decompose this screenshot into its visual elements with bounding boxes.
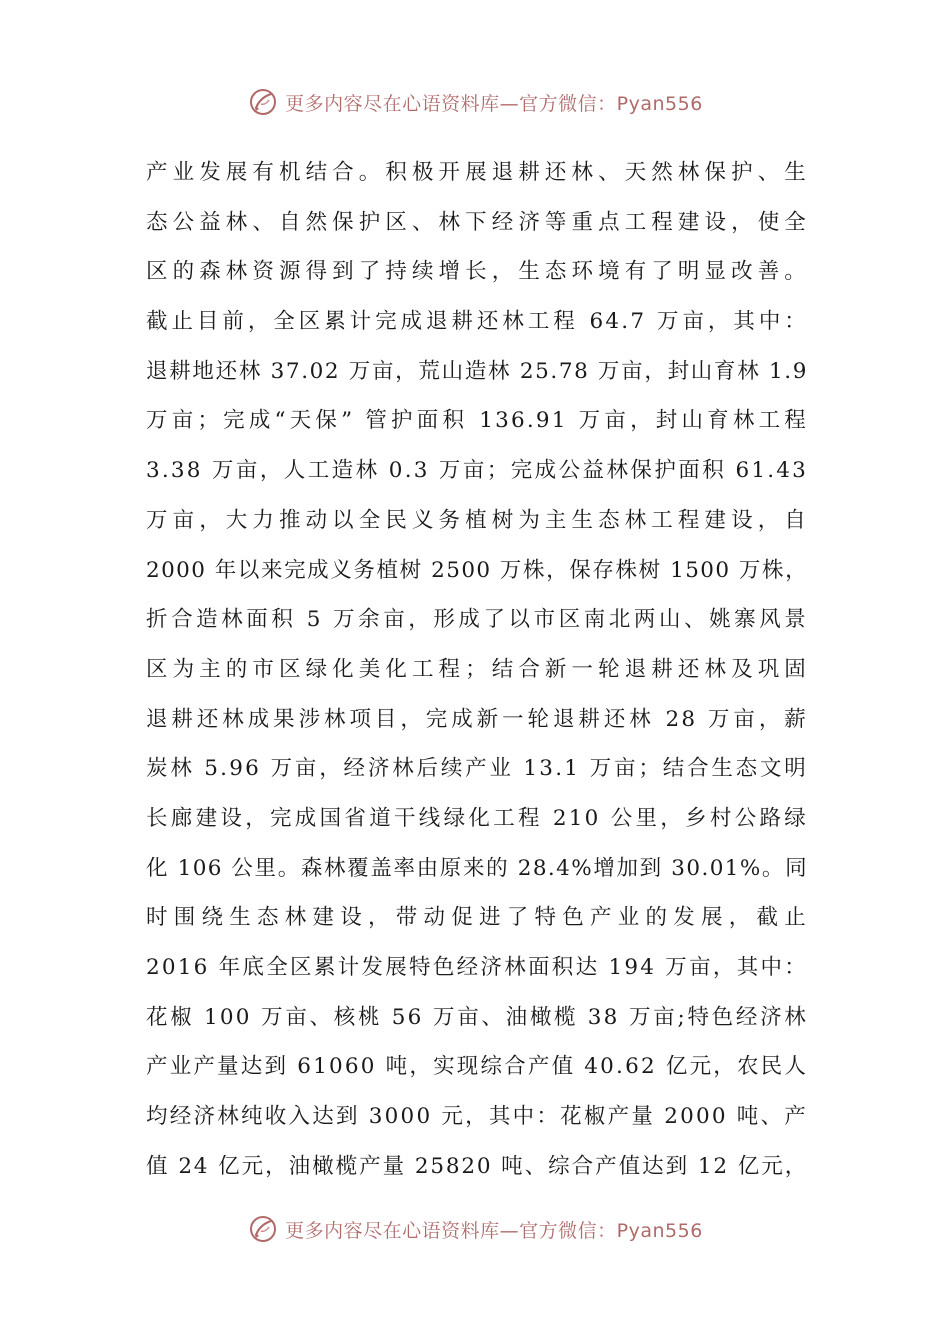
body-line: 区为主的市区绿化美化工程；结合新一轮退耕还林及巩固	[146, 656, 808, 682]
body-line: 退耕还林成果涉林项目，完成新一轮退耕还林 28 万亩，薪	[146, 706, 808, 732]
body-line: 截止目前，全区累计完成退耕还林工程 64.7 万亩，其中：	[146, 309, 808, 335]
body-line: 万亩，大力推动以全民义务植树为主生态林工程建设，自	[146, 507, 808, 533]
body-paragraph	[146, 148, 808, 1191]
body-line: 花椒 100 万亩、核桃 56 万亩、油橄榄 38 万亩;特色经济林	[146, 1004, 808, 1030]
body-line: 态公益林、自然保护区、林下经济等重点工程建设，使全	[146, 209, 808, 235]
body-line: 均经济林纯收入达到 3000 元，其中：花椒产量 2000 吨、产	[146, 1104, 808, 1130]
body-line: 值 24 亿元，油橄榄产量 25820 吨、综合产值达到 12 亿元，	[146, 1153, 808, 1179]
body-line: 产业产量达到 61060 吨，实现综合产值 40.62 亿元，农民人	[146, 1054, 809, 1080]
body-line: 化 106 公里。森林覆盖率由原来的 28.4%增加到 30.01%。同	[146, 855, 808, 881]
body-line: 退耕地还林 37.02 万亩，荒山造林 25.78 万亩，封山育林 1.9	[146, 358, 808, 384]
body-line: 2000 年以来完成义务植树 2500 万株，保存株树 1500 万株，	[146, 557, 808, 583]
header-watermark-banner	[0, 82, 950, 122]
body-line: 2016 年底全区累计发展特色经济林面积达 194 万亩，其中：	[146, 955, 808, 980]
body-line: 万亩；完成“天保” 管护面积 136.91 万亩，封山育林工程	[146, 408, 808, 434]
footer-watermark-banner	[0, 1209, 950, 1249]
body-line: 长廊建设，完成国省道干线绿化工程 210 公里，乡村公路绿	[146, 805, 808, 831]
body-line: 折合造林面积 5 万余亩，形成了以市区南北两山、姚寨风景	[146, 607, 808, 633]
pen-swirl-logo-icon	[247, 86, 279, 118]
body-line: 3.38 万亩，人工造林 0.3 万亩；完成公益林保护面积 61.43	[146, 458, 808, 484]
pen-swirl-logo-icon	[247, 1213, 279, 1245]
body-line: 时围绕生态林建设，带动促进了特色产业的发展，截止	[146, 905, 808, 931]
header-watermark-text: 更多内容尽在心语资料库—官方微信：Pyan556	[285, 92, 703, 115]
body-line: 产业发展有机结合。积极开展退耕还林、天然林保护、生	[146, 160, 808, 185]
body-line: 炭林 5.96 万亩，经济林后续产业 13.1 万亩；结合生态文明	[146, 756, 808, 782]
body-line: 区的森林资源得到了持续增长，生态环境有了明显改善。	[146, 259, 808, 285]
footer-watermark-text: 更多内容尽在心语资料库—官方微信：Pyan556	[285, 1219, 703, 1242]
